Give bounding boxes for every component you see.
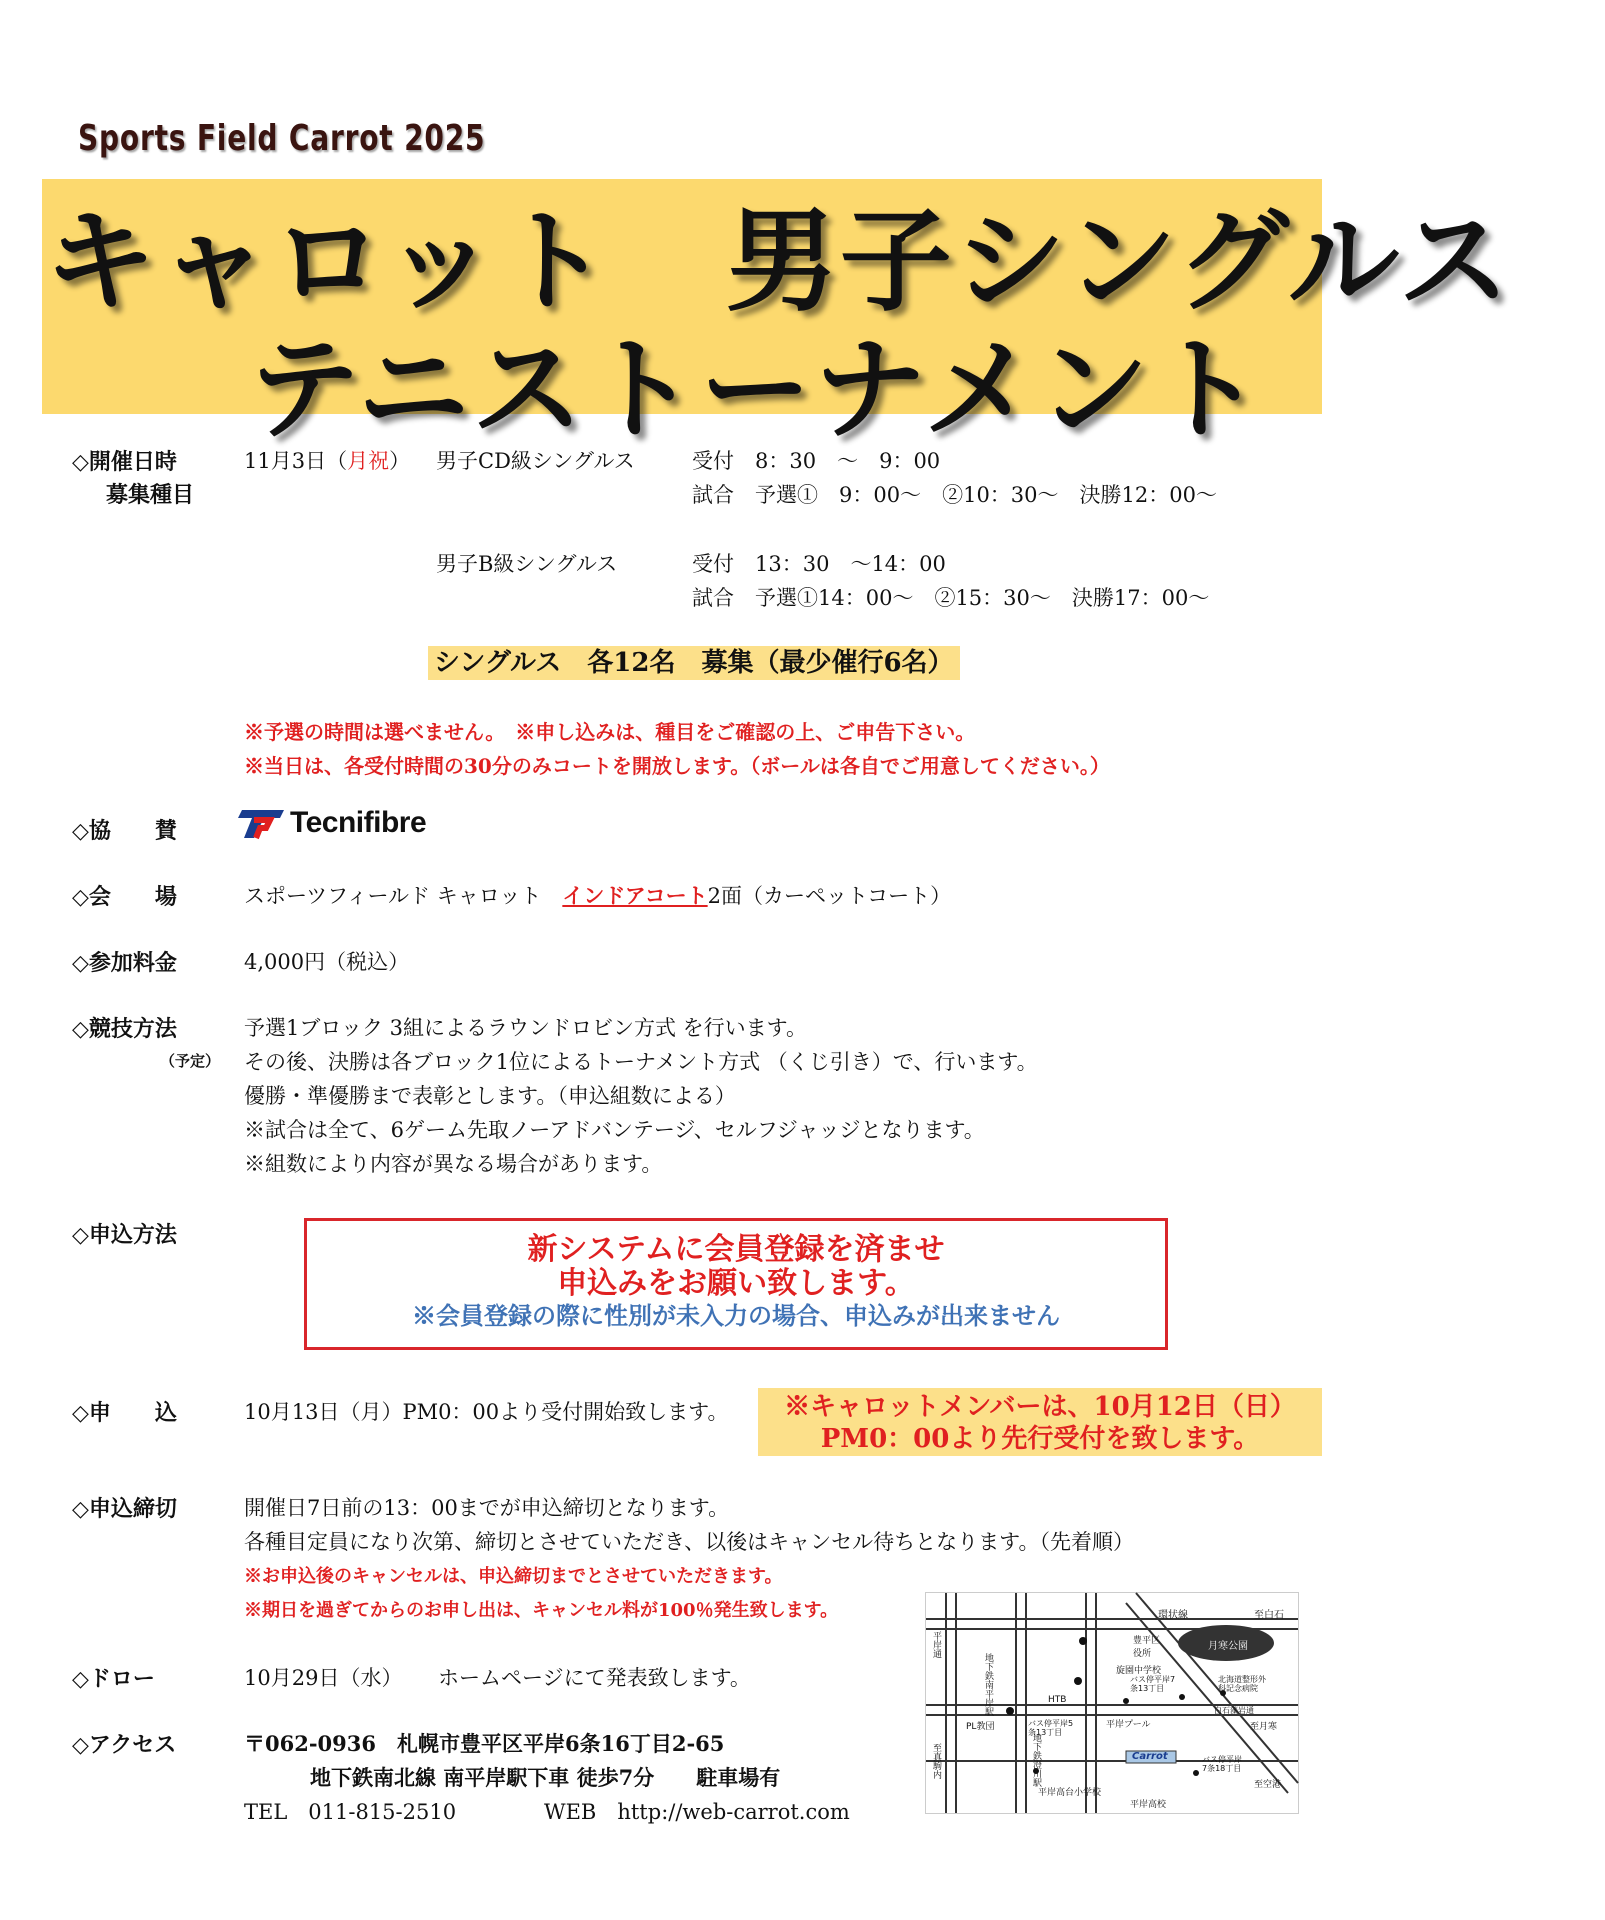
event-match: 試合 予選①14：00～ ②15：30～ 決勝17：00～ [692,586,1210,610]
member-priority-band [758,1388,1322,1456]
access-web[interactable]: WEB http://web-carrot.com [544,1800,850,1824]
sponsor-logo-text: Tecnifibre [290,806,427,839]
deadline-line: 開催日7日前の13：00までが申込締切となります。 [244,1496,730,1520]
map-label: 白石藻岩通 [1214,1706,1254,1715]
deadline-line: 各種目定員になり次第、締切とさせていただき、以後はキャンセル待ちとなります。（先着順） [244,1530,1134,1554]
deadline-label: ◇申込締切 [72,1496,177,1522]
sponsor-logo [240,806,426,840]
map-label: 平岸プール [1106,1720,1151,1730]
schedule-note: ※予選の時間は選べません。 ※申し込みは、種目をご確認の上、ご申告下さい。 [244,720,976,744]
access-label: ◇アクセス [72,1732,177,1758]
access-map [925,1592,1299,1814]
draw-label: ◇ドロー [72,1666,155,1692]
holiday-mark: 月祝 [347,449,390,473]
brand-name: Sports Field Carrot 2025 [78,118,486,159]
event-label: 募集種目 [106,482,195,508]
member-line1: ※キャロットメンバーは、10月12日（日） [784,1392,1296,1422]
registration-line2: 申込みをお願い致します。 [557,1266,915,1301]
map-label: 北海道整形外科記念病院 [1218,1675,1266,1693]
registration-note: ※会員登録の際に性別が未入力の場合、申込みが出来ません [412,1301,1060,1330]
schedule-note: ※当日は、各受付時間の30分のみコートを開放します。（ボールは各自でご用意してください。） [244,754,1110,778]
map-label: 平岸通 [931,1631,941,1658]
registration-line1: 新システムに会員登録を済ませ [527,1232,945,1267]
capacity-banner: シングルス 各12名 募集（最少催行6名） [428,642,960,679]
indoor-court: インドアコート [562,883,708,908]
map-label: Carrot [1132,1751,1168,1762]
main-title-line2: テニストーナメント [248,325,1266,455]
access-address: 〒062-0936 札幌市豊平区平岸6条16丁目2-65 [244,1731,725,1756]
format-line: 優勝・準優勝まで表彰とします。（申込組数による） [244,1084,736,1108]
fee-value: 4,000円（税込） [244,950,410,974]
event-match: 試合 予選① 9：00～ ②10：30～ 決勝12：00～ [692,483,1217,507]
format-line: その後、決勝は各ブロック1位によるトーナメント方式 （くじ引き）で、行います。 [244,1050,1038,1074]
map-label: 月寒公園 [1208,1641,1248,1652]
format-line: ※組数により内容が異なる場合があります。 [244,1152,663,1176]
event-reception: 受付 8：30 ～ 9：00 [692,449,941,473]
main-title-line1: キャロット 男子シングルス [44,197,1512,327]
map-label: バス停平岸5条13丁目 [1028,1719,1074,1737]
apply-value: 10月13日（月）PM0：00より受付開始致します。 [244,1400,729,1424]
map-label: 地下鉄澄川駅 [1031,1733,1041,1787]
access-station: 地下鉄南北線 南平岸駅下車 徒歩7分 駐車場有 [310,1765,781,1790]
map-label: 至真駒内 [931,1743,941,1779]
format-label: ◇競技方法 [72,1016,177,1042]
deadline-note: ※お申込後のキャンセルは、申込締切までとさせていただきます。 [244,1566,783,1587]
access-tel: TEL 011-815-2510 [244,1800,457,1824]
registration-box [304,1218,1168,1350]
draw-date: 10月29日（水） [244,1666,403,1690]
method-label: ◇申込方法 [72,1222,177,1248]
map-label: PL教団 [966,1722,995,1732]
format-sub: （予定） [160,1052,221,1070]
tecnifibre-logo-icon [240,806,286,840]
map-label: 至白石 [1254,1610,1284,1621]
event-name: 男子B級シングルス [436,552,618,576]
draw-value: ホームページにて発表致します。 [438,1666,751,1690]
map-label: 豊平区役所 [1133,1636,1161,1659]
map-label: 至空港 [1254,1780,1282,1790]
format-line: ※試合は全て、6ゲーム先取ノーアドバンテージ、セルフジャッジとなります。 [244,1118,985,1142]
map-label: 平岸高台小学校 [1038,1788,1102,1798]
map-label: HTB [1048,1695,1067,1705]
format-line: 予選1ブロック 3組によるラウンドロビン方式 を行います。 [244,1016,807,1040]
venue-label: ◇会 場 [72,884,177,910]
sponsor-label: ◇協 賛 [72,818,177,844]
map-label: 環状線 [1158,1610,1188,1621]
map-label: 平岸高校 [1130,1800,1167,1810]
apply-label: ◇申 込 [72,1400,177,1426]
schedule-label: ◇開催日時 [72,449,177,475]
event-date: 11月3日（月祝） [244,449,411,473]
venue-value: スポーツフィールド キャロット インドアコート2面（カーペットコート） [244,883,952,908]
deadline-note: ※期日を過ぎてからのお申し出は、キャンセル料が100％発生致します。 [244,1600,839,1621]
map-label: 地下鉄南平岸駅 [983,1653,993,1716]
event-name: 男子CD級シングルス [436,449,635,473]
member-line2: PM0：00より先行受付を致します。 [820,1424,1260,1454]
map-label: バス停平岸7条18丁目 [1202,1755,1242,1773]
event-reception: 受付 13：30 ～14：00 [692,552,946,576]
map-label: 旋園中学校 [1116,1666,1162,1676]
map-label: バス停平岸7条13丁目 [1130,1675,1176,1693]
map-label: 至月寒 [1250,1722,1278,1732]
fee-label: ◇参加料金 [72,950,177,976]
